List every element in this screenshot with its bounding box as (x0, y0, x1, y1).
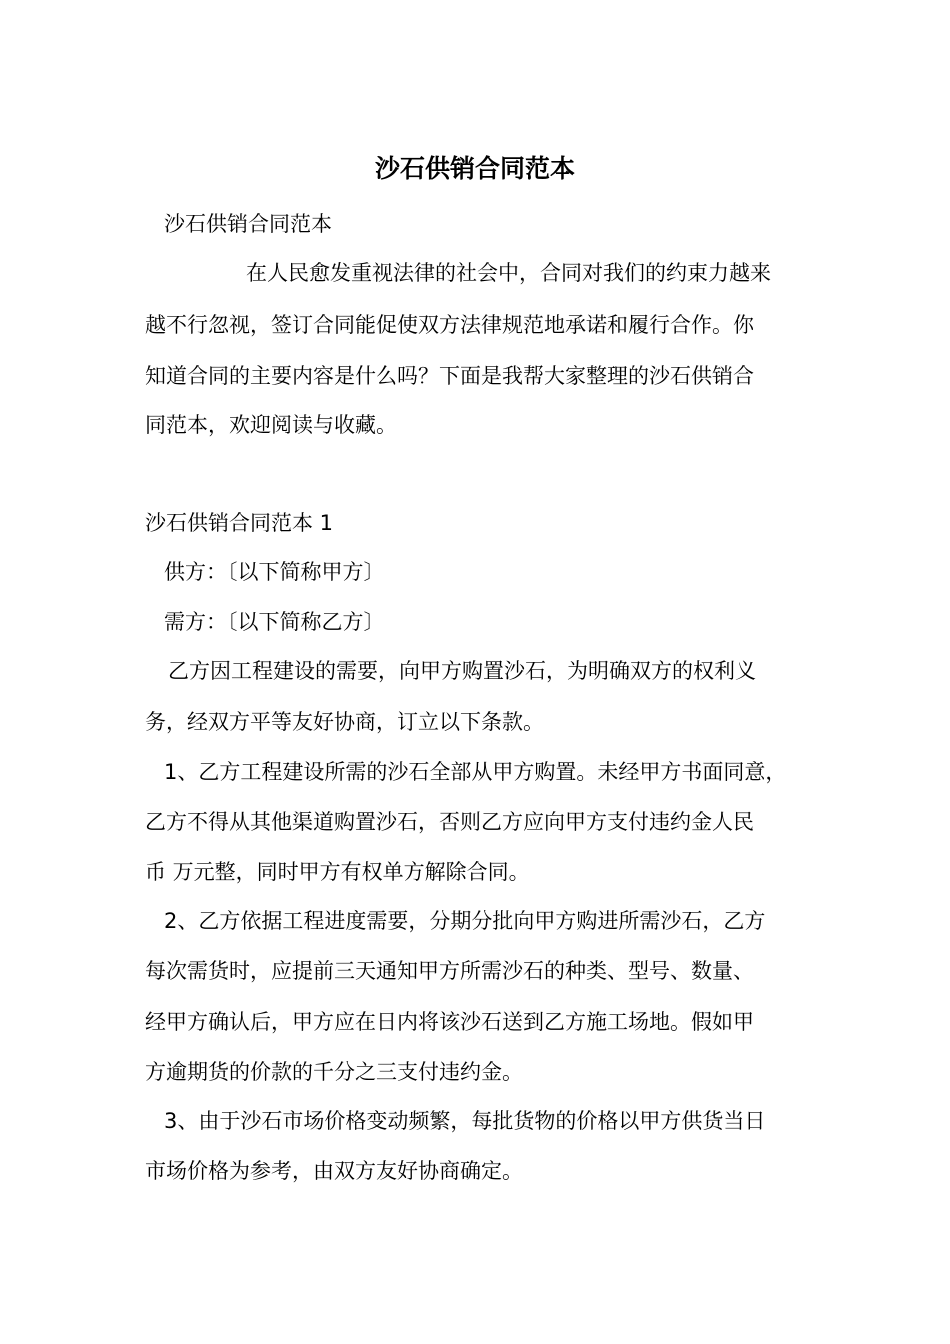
intro-line-4: 同范本，欢迎阅读与收藏。 (145, 413, 397, 437)
intro-line-2: 越不行忽视，签订合同能促使双方法律规范地承诺和履行合作。你 (145, 313, 754, 337)
clause-3-line-1: 3、由于沙石市场价格变动频繁，每批货物的价格以甲方供货当日 (164, 1109, 766, 1133)
clause-3-line-2: 市场价格为参考，由双方友好协商确定。 (145, 1159, 523, 1183)
clause-2-line-2: 每次需货时，应提前三天通知甲方所需沙石的种类、型号、数量、 (145, 959, 754, 983)
preamble-line-2: 务，经双方平等友好协商，订立以下条款。 (145, 710, 544, 734)
section-heading: 沙石供销合同范本 1 (145, 511, 334, 535)
clause-1-line-3: 币 万元整，同时甲方有权单方解除合同。 (145, 860, 530, 884)
document-title: 沙石供销合同范本 (374, 154, 575, 183)
preamble-line-1: 乙方因工程建设的需要，向甲方购置沙石，为明确双方的权利义 (168, 659, 756, 683)
clause-2-line-4: 方逾期货的价款的千分之三支付违约金。 (145, 1060, 523, 1084)
clause-1-line-1: 1、乙方工程建设所需的沙石全部从甲方购置。未经甲方书面同意， (164, 760, 787, 784)
clause-2-line-3: 经甲方确认后，甲方应在日内将该沙石送到乙方施工场地。假如甲 (145, 1010, 754, 1034)
buyer-line: 需方：〔以下简称乙方〕 (164, 610, 385, 634)
supplier-line: 供方：〔以下简称甲方〕 (164, 560, 385, 584)
clause-2-line-1: 2、乙方依据工程进度需要，分期分批向甲方购进所需沙石，乙方 (164, 909, 766, 933)
intro-line-3: 知道合同的主要内容是什么吗？下面是我帮大家整理的沙石供销合 (145, 364, 754, 388)
intro-line-1: 在人民愈发重视法律的社会中，合同对我们的约束力越来 (246, 261, 771, 285)
subtitle-line: 沙石供销合同范本 (164, 212, 332, 236)
clause-1-line-2: 乙方不得从其他渠道购置沙石，否则乙方应向甲方支付违约金人民 (145, 810, 754, 834)
